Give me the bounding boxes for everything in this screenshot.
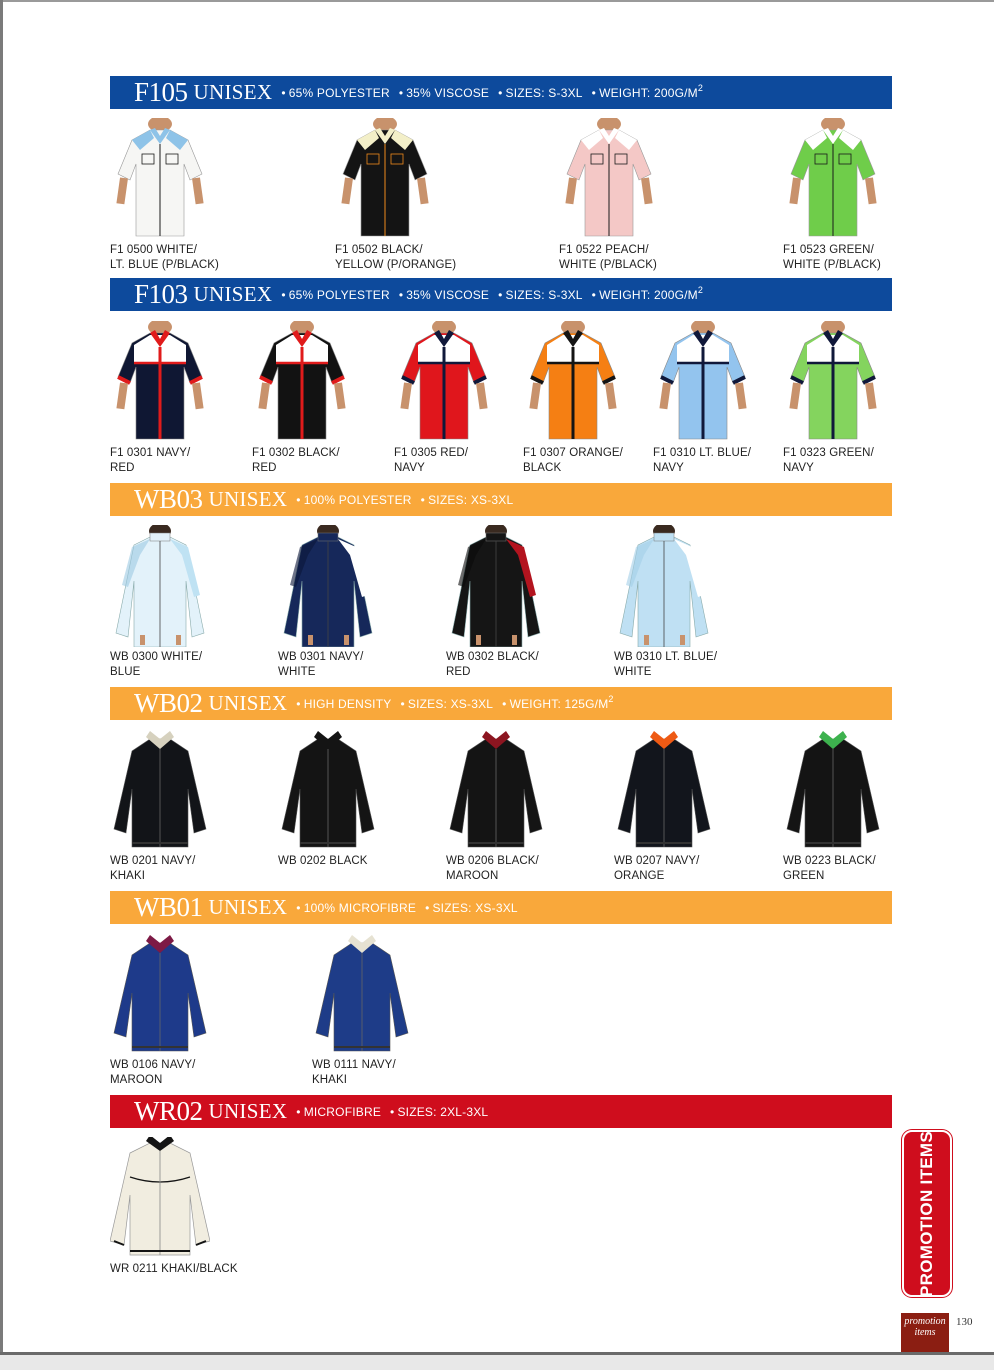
spec-sizes: • SIZES: XS-3XL xyxy=(400,697,493,711)
product-photo xyxy=(614,525,714,647)
product-code-line: WB 0202 BLACK xyxy=(278,855,368,867)
garment-image xyxy=(335,118,435,240)
garment-image xyxy=(614,729,714,851)
product-card[interactable] xyxy=(523,321,623,476)
product-color-line: RED xyxy=(446,666,471,678)
product-caption xyxy=(446,854,546,884)
product-code-line: F1 0301 NAVY/ xyxy=(110,447,191,459)
logo-line2: items xyxy=(914,1327,936,1338)
product-card[interactable] xyxy=(783,118,883,273)
product-photo xyxy=(446,729,546,851)
spec-fabric: • MICROFIBRE xyxy=(296,1105,381,1119)
section-type: UNISEX xyxy=(208,691,288,715)
section-f103 xyxy=(110,278,892,311)
logo-line1: promotion xyxy=(904,1316,946,1327)
product-photo xyxy=(559,118,659,240)
product-card[interactable] xyxy=(110,525,210,680)
section-type: UNISEX xyxy=(193,282,273,306)
product-photo xyxy=(110,933,210,1055)
spec-fabric: • 65% POLYESTER xyxy=(281,86,390,100)
garment-image xyxy=(312,933,412,1055)
product-photo xyxy=(252,321,352,443)
product-color-line: WHITE (P/BLACK) xyxy=(783,259,881,271)
product-color-line: ORANGE xyxy=(614,870,665,882)
promotion-items-logo xyxy=(901,1313,949,1353)
product-code-line: WB 0223 BLACK/ xyxy=(783,855,876,867)
product-caption xyxy=(110,446,210,476)
product-card[interactable] xyxy=(394,321,494,476)
product-color-line: LT. BLUE (P/BLACK) xyxy=(110,259,219,271)
section-header xyxy=(110,1095,892,1128)
product-caption xyxy=(394,446,494,476)
product-photo xyxy=(783,321,883,443)
product-card[interactable] xyxy=(110,321,210,476)
garment-image xyxy=(783,729,883,851)
section-code: WR02 xyxy=(134,1096,203,1126)
product-card[interactable] xyxy=(559,118,659,273)
section-code: F105 xyxy=(134,77,188,107)
product-caption xyxy=(614,650,717,680)
page-bottom-strip xyxy=(0,1355,994,1370)
page-number: 130 xyxy=(956,1316,973,1328)
garment-image xyxy=(559,118,659,240)
product-card[interactable] xyxy=(614,729,714,884)
product-code-line: F1 0302 BLACK/ xyxy=(252,447,340,459)
product-caption xyxy=(110,243,219,273)
product-card[interactable] xyxy=(653,321,753,476)
product-code-line: WB 0302 BLACK/ xyxy=(446,651,539,663)
spec-sizes: • SIZES: 2XL-3XL xyxy=(390,1105,488,1119)
spec-weight: • WEIGHT: $200G/M^2$ xyxy=(592,86,703,100)
product-color-line: KHAKI xyxy=(110,870,146,882)
section-type: UNISEX xyxy=(208,487,288,511)
product-color-line: NAVY xyxy=(653,462,684,474)
section-header xyxy=(110,76,892,109)
product-card[interactable] xyxy=(252,321,352,476)
product-code-line: F1 0500 WHITE/ xyxy=(110,244,198,256)
product-code-line: F1 0310 LT. BLUE/ xyxy=(653,447,752,459)
section-wb02 xyxy=(110,687,892,720)
garment-image xyxy=(394,321,494,443)
product-photo xyxy=(278,525,378,647)
section-type: UNISEX xyxy=(193,80,273,104)
product-caption xyxy=(523,446,623,476)
garment-image xyxy=(110,118,210,240)
product-caption xyxy=(783,446,883,476)
product-code-line: F1 0307 ORANGE/ xyxy=(523,447,623,459)
product-photo xyxy=(446,525,546,647)
product-card[interactable] xyxy=(335,118,456,273)
product-photo xyxy=(783,729,883,851)
product-card[interactable] xyxy=(614,525,717,680)
spec-fabric: • HIGH DENSITY xyxy=(296,697,391,711)
product-code-line: F1 0323 GREEN/ xyxy=(783,447,874,459)
product-card[interactable] xyxy=(278,729,378,869)
garment-image xyxy=(278,729,378,851)
product-color-line: BLUE xyxy=(110,666,141,678)
product-card[interactable] xyxy=(110,729,210,884)
product-card[interactable] xyxy=(783,729,883,884)
section-header xyxy=(110,891,892,924)
product-card[interactable] xyxy=(278,525,378,680)
product-color-line: WHITE (P/BLACK) xyxy=(559,259,657,271)
product-caption xyxy=(559,243,659,273)
product-code-line: F1 0305 RED/ xyxy=(394,447,469,459)
product-code-line: WB 0106 NAVY/ xyxy=(110,1059,196,1071)
product-color-line: MAROON xyxy=(110,1074,163,1086)
product-photo xyxy=(394,321,494,443)
product-photo xyxy=(110,118,210,240)
spec-fabric: • 35% VISCOSE xyxy=(399,288,489,302)
garment-image xyxy=(278,525,378,647)
product-code-line: F1 0502 BLACK/ xyxy=(335,244,423,256)
product-code-line: WB 0300 WHITE/ xyxy=(110,651,203,663)
promotion-items-tab[interactable] xyxy=(902,1130,952,1297)
page-left-border xyxy=(0,0,3,1370)
product-caption xyxy=(446,650,546,680)
section-f105 xyxy=(110,76,892,109)
garment-image xyxy=(614,525,714,647)
garment-image xyxy=(523,321,623,443)
product-color-line: NAVY xyxy=(394,462,425,474)
product-caption xyxy=(335,243,456,273)
product-photo xyxy=(110,321,210,443)
product-caption xyxy=(278,854,378,869)
product-photo xyxy=(110,525,210,647)
product-code-line: WR 0211 KHAKI/BLACK xyxy=(110,1263,238,1275)
spec-weight: • WEIGHT: $200G/M^2$ xyxy=(592,288,703,302)
product-photo xyxy=(783,118,883,240)
spec-fabric: • 65% POLYESTER xyxy=(281,288,390,302)
product-photo xyxy=(335,118,435,240)
product-card[interactable] xyxy=(312,933,412,1088)
section-code: WB03 xyxy=(134,484,203,514)
product-caption xyxy=(252,446,352,476)
product-code-line: WB 0206 BLACK/ xyxy=(446,855,539,867)
product-code-line: F1 0523 GREEN/ xyxy=(783,244,874,256)
garment-image xyxy=(252,321,352,443)
product-code-line: WB 0111 NAVY/ xyxy=(312,1059,396,1071)
section-wr02 xyxy=(110,1095,892,1128)
product-caption xyxy=(614,854,714,884)
spec-fabric: • 100% MICROFIBRE xyxy=(296,901,416,915)
product-caption xyxy=(278,650,378,680)
product-caption xyxy=(783,854,883,884)
section-code: F103 xyxy=(134,279,188,309)
garment-image xyxy=(110,321,210,443)
spec-weight: • WEIGHT: $125G/M^2$ xyxy=(502,697,613,711)
product-code-line: WB 0310 LT. BLUE/ xyxy=(614,651,718,663)
product-caption xyxy=(110,1058,210,1088)
garment-image xyxy=(446,525,546,647)
product-photo xyxy=(653,321,753,443)
section-wb03 xyxy=(110,483,892,516)
garment-image xyxy=(653,321,753,443)
product-card[interactable] xyxy=(110,118,219,273)
product-photo xyxy=(110,1137,210,1259)
section-header xyxy=(110,483,892,516)
product-color-line: BLACK xyxy=(523,462,562,474)
product-caption xyxy=(653,446,753,476)
product-color-line: MAROON xyxy=(446,870,499,882)
section-wb01 xyxy=(110,891,892,924)
section-type: UNISEX xyxy=(208,1099,288,1123)
product-code-line: F1 0522 PEACH/ xyxy=(559,244,649,256)
product-color-line: RED xyxy=(252,462,277,474)
product-card[interactable] xyxy=(110,933,210,1088)
product-color-line: WHITE xyxy=(614,666,652,678)
spec-fabric: • 35% VISCOSE xyxy=(399,86,489,100)
section-header xyxy=(110,278,892,311)
spec-sizes: • SIZES: XS-3XL xyxy=(425,901,518,915)
garment-image xyxy=(110,1137,210,1259)
product-caption xyxy=(110,854,210,884)
product-caption xyxy=(110,650,210,680)
product-color-line: WHITE xyxy=(278,666,316,678)
page-top-border xyxy=(0,0,994,2)
product-color-line: RED xyxy=(110,462,135,474)
product-card[interactable] xyxy=(110,1137,238,1277)
product-color-line: GREEN xyxy=(783,870,825,882)
garment-image xyxy=(110,933,210,1055)
product-photo xyxy=(523,321,623,443)
garment-image xyxy=(110,729,210,851)
product-card[interactable] xyxy=(446,729,546,884)
garment-image xyxy=(783,321,883,443)
spec-sizes: • SIZES: S-3XL xyxy=(498,86,583,100)
product-color-line: YELLOW (P/ORANGE) xyxy=(335,259,457,271)
section-header xyxy=(110,687,892,720)
product-photo xyxy=(278,729,378,851)
product-caption xyxy=(783,243,883,273)
garment-image xyxy=(783,118,883,240)
product-card[interactable] xyxy=(783,321,883,476)
product-photo xyxy=(110,729,210,851)
section-code: WB01 xyxy=(134,892,203,922)
side-tab-label: PROMOTION ITEMS xyxy=(917,1130,936,1297)
product-photo xyxy=(312,933,412,1055)
product-code-line: WB 0207 NAVY/ xyxy=(614,855,700,867)
section-code: WB02 xyxy=(134,688,203,718)
product-photo xyxy=(614,729,714,851)
spec-fabric: • 100% POLYESTER xyxy=(296,493,411,507)
garment-image xyxy=(110,525,210,647)
product-caption xyxy=(110,1262,238,1277)
product-card[interactable] xyxy=(446,525,546,680)
garment-image xyxy=(446,729,546,851)
spec-sizes: • SIZES: XS-3XL xyxy=(421,493,514,507)
product-color-line: NAVY xyxy=(783,462,814,474)
product-color-line: KHAKI xyxy=(312,1074,348,1086)
section-type: UNISEX xyxy=(208,895,288,919)
product-code-line: WB 0201 NAVY/ xyxy=(110,855,196,867)
spec-sizes: • SIZES: S-3XL xyxy=(498,288,583,302)
product-code-line: WB 0301 NAVY/ xyxy=(278,651,364,663)
product-caption xyxy=(312,1058,412,1088)
